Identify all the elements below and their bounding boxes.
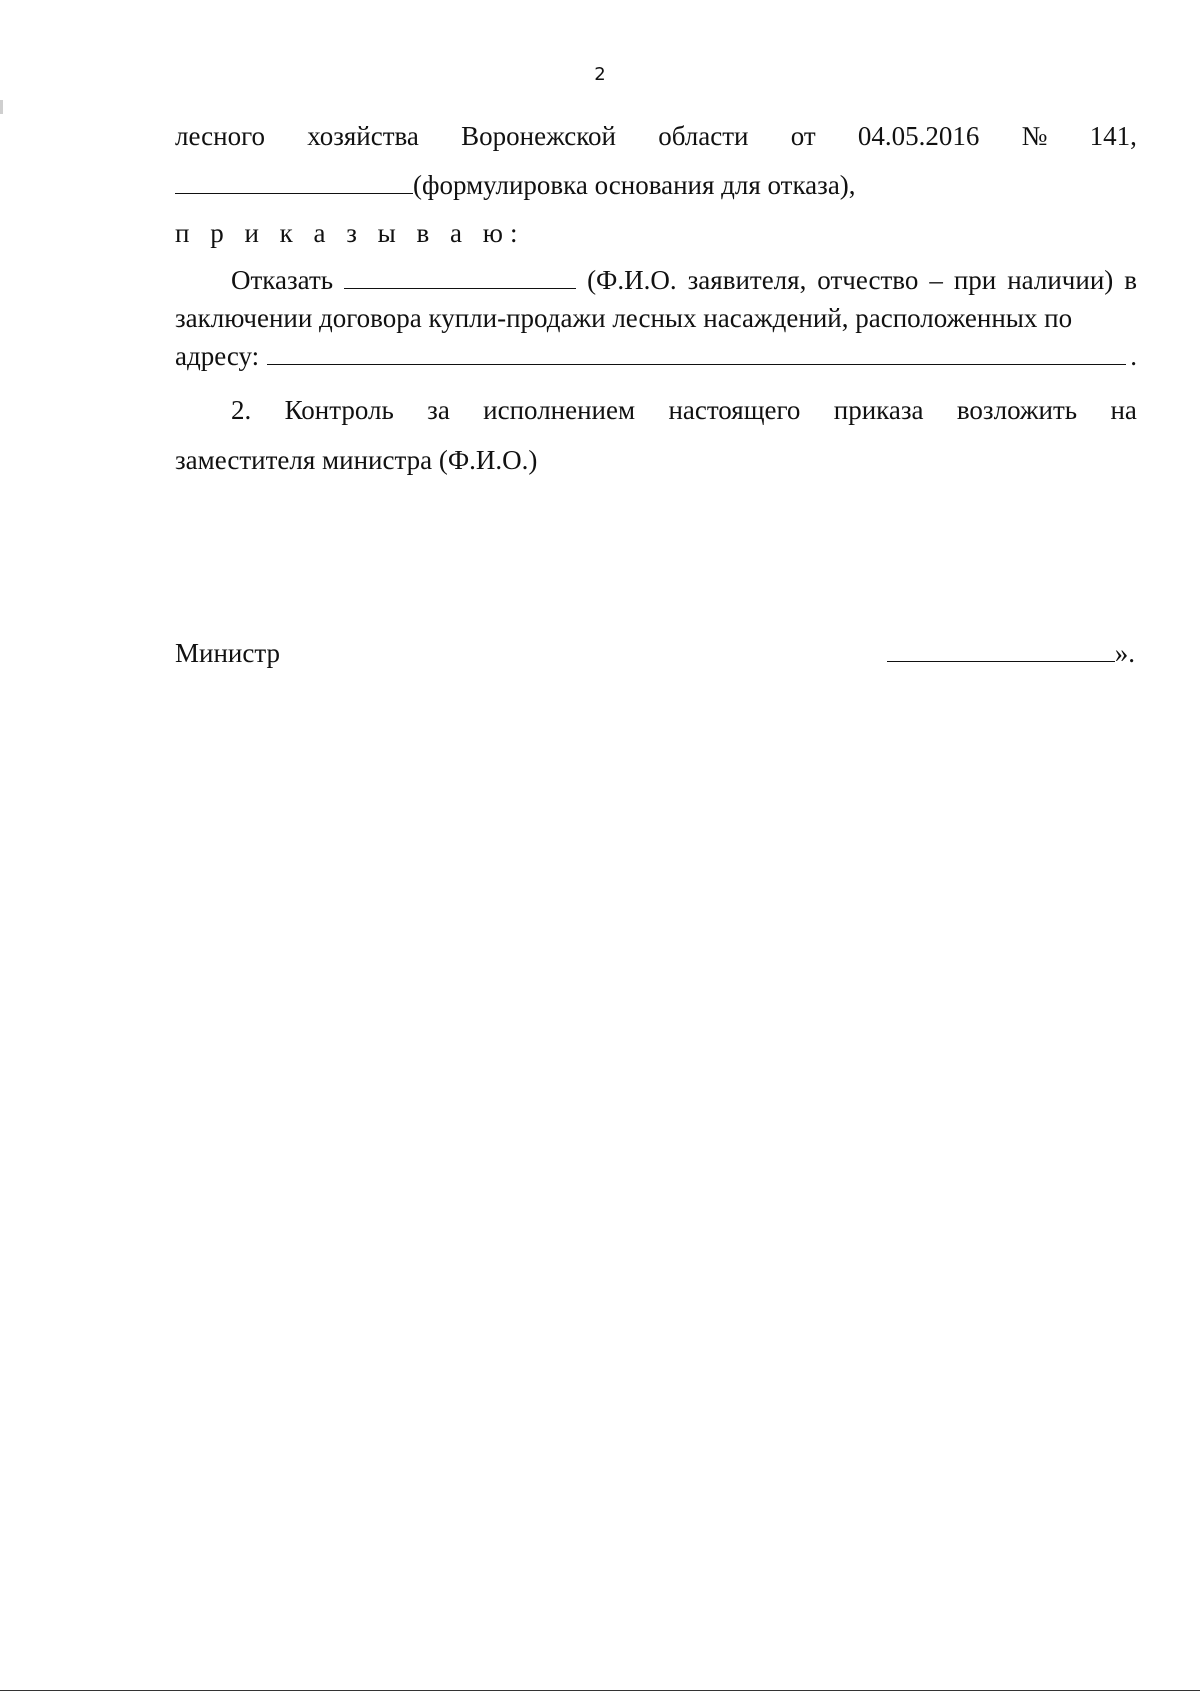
word: области: [658, 121, 749, 151]
word: на: [1110, 395, 1137, 425]
signature-block: [175, 634, 1135, 669]
address-end: .: [1130, 341, 1137, 371]
control-paragraph: [175, 392, 1137, 478]
address-blank-field[interactable]: [267, 337, 1126, 365]
order-date: 04.05.2016: [857, 121, 980, 151]
order-number: 141,: [1089, 121, 1137, 151]
word: Воронежской: [461, 121, 616, 151]
line-refusal-reason: [175, 166, 1137, 203]
control-line-1: [175, 392, 1137, 428]
word: хозяйства: [307, 121, 419, 151]
control-line-2: заместителя министра (Ф.И.О.): [175, 445, 538, 475]
page-number: 2: [594, 64, 606, 85]
applicant-name-blank-field[interactable]: [344, 261, 576, 289]
line-ministry-reference: [175, 118, 1137, 154]
address-label: адресу:: [175, 341, 260, 371]
signature-blank-field[interactable]: [887, 634, 1115, 662]
order-word: п р и к а з ы в а ю:: [175, 218, 525, 248]
word: за: [427, 395, 450, 425]
reason-blank-field[interactable]: [175, 166, 413, 194]
word: лесного: [175, 121, 265, 151]
signatory-title: Министр: [175, 638, 280, 668]
signature-closing: ».: [1114, 638, 1135, 668]
word: возложить: [956, 395, 1078, 425]
word: приказа: [833, 395, 924, 425]
page-bottom-rule: [0, 1690, 1200, 1691]
word: 2.: [231, 395, 252, 425]
word: от: [790, 121, 816, 151]
reason-label: (формулировка основания для отказа),: [413, 170, 856, 200]
word: Контроль: [284, 395, 394, 425]
word: настоящего: [668, 395, 801, 425]
refusal-paragraph: [175, 261, 1137, 337]
refuse-middle: (Ф.И.О. заявителя, отчество – при наличии) в заключении договора купли-продажи лесных насаждений, расположенных по: [175, 265, 1138, 333]
refuse-start: Отказать: [231, 265, 334, 295]
address-line: [175, 337, 1137, 374]
number-sign: №: [1021, 121, 1048, 151]
signature-line: [887, 634, 1135, 669]
word: исполнением: [483, 395, 636, 425]
scan-edge-mark: [0, 100, 3, 114]
document-body: [175, 118, 1137, 478]
